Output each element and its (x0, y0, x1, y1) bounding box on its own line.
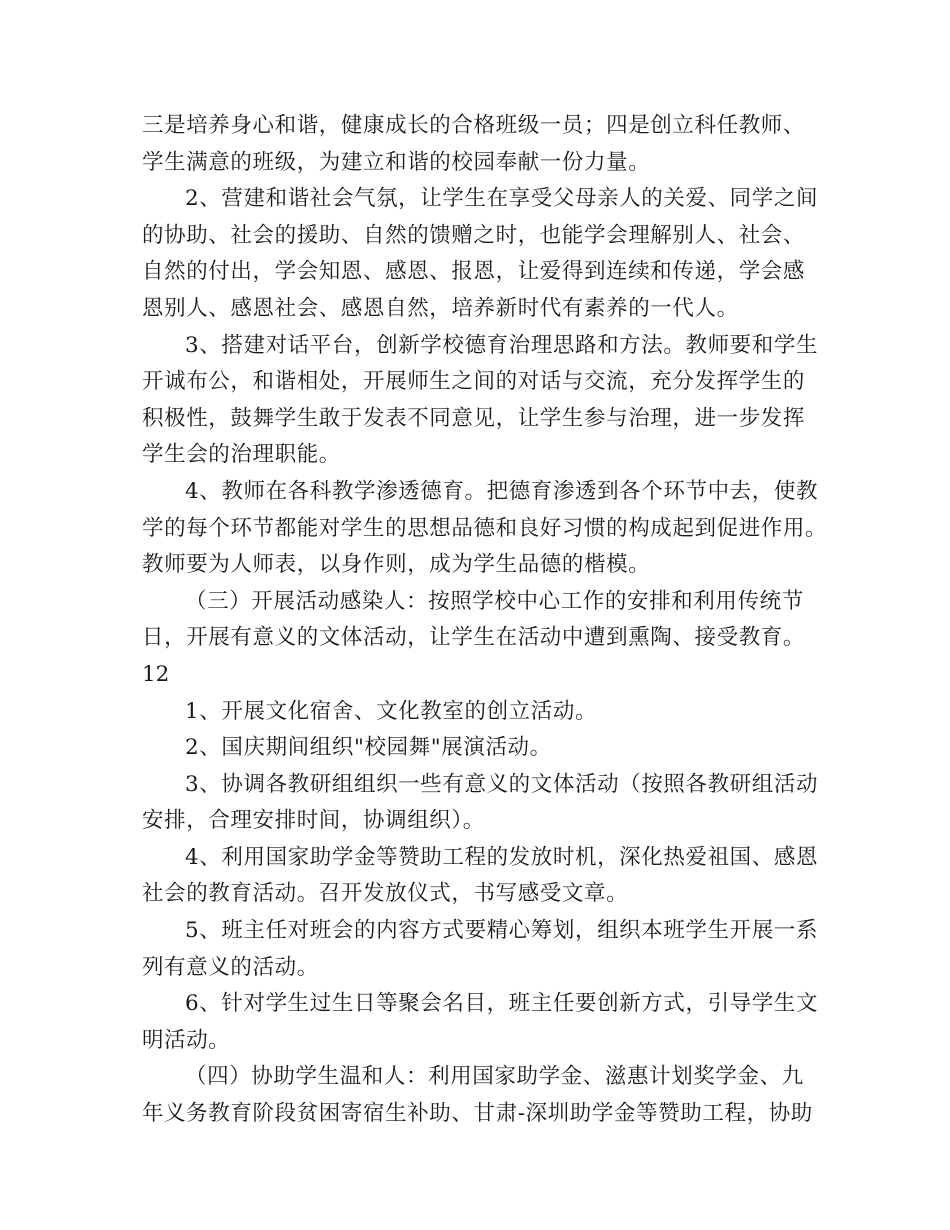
paragraph-start: 1、开展文化宿舍、文化教室的创立活动。 (185, 698, 598, 724)
paragraph-start: 3、搭建对话平台，创新学校德育治理思路和方法。教师要和学生 (185, 332, 819, 358)
page-number: 12 (142, 661, 170, 687)
text-line: 日，开展有意义的文体活动，让学生在活动中遭到熏陶、接受教育。 (142, 625, 806, 651)
text-line: 学的每个环节都能对学生的思想品德和良好习惯的构成起到促进作用。 (142, 515, 828, 541)
text-line: 明活动。 (142, 1027, 231, 1053)
paragraph-start: 5、班主任对班会的内容方式要精心筹划，组织本班学生开展一系 (185, 918, 819, 944)
paragraph-start: 2、营建和谐社会气氛，让学生在享受父母亲人的关爱、同学之间 (185, 186, 819, 212)
document-body (142, 108, 828, 1133)
text-line: 开诚布公，和谐相处，开展师生之间的对话与交流，充分发挥学生的 (142, 369, 806, 395)
text-line: 列有意义的活动。 (142, 954, 319, 980)
paragraph-start: 3、协调各教研组组织一些有意义的文体活动（按照各教研组活动 (185, 771, 819, 797)
section-heading: （三）开展活动感染人：按照学校中心工作的安排和利用传统节 (185, 588, 804, 614)
text-line: 安排，合理安排时间，协调组织）。 (142, 808, 485, 834)
paragraph-start: 4、利用国家助学金等赞助工程的发放时机，深化热爱祖国、感恩 (185, 844, 819, 870)
paragraph-start: 2、国庆期间组织"校园舞"展演活动。 (185, 735, 552, 761)
paragraph-start: 4、教师在各科教学渗透德育。把德育渗透到各个环节中去，使教 (185, 478, 819, 504)
text-line: 三是培养身心和谐，健康成长的合格班级一员；四是创立科任教师、 (142, 113, 806, 138)
text-line: 恩别人、感恩社会、感恩自然，培养新时代有素养的一代人。 (142, 295, 739, 321)
paragraph-start: 6、针对学生过生日等聚会名目，班主任要创新方式，引导学生文 (185, 991, 819, 1017)
text-line: 积极性，鼓舞学生敢于发表不同意见，让学生参与治理，进一步发挥 (142, 405, 806, 431)
text-line: 教师要为人师表，以身作则，成为学生品德的楷模。 (142, 552, 651, 578)
text-line: 社会的教育活动。召开发放仪式，书写感受文章。 (142, 881, 629, 907)
text-line: 的协助、社会的援助、自然的馈赠之时，也能学会理解别人、社会、 (142, 222, 806, 248)
text-line: 年义务教育阶段贫困寄宿生补助、甘肃-深圳助学金等赞助工程，协助 (142, 1101, 813, 1127)
text-line: 学生会的治理职能。 (142, 442, 341, 468)
section-heading: （四）协助学生温和人：利用国家助学金、滋惠计划奖学金、九 (185, 1064, 804, 1090)
text-line: 学生满意的班级，为建立和谐的校园奉献一份力量。 (142, 149, 651, 175)
text-line: 自然的付出，学会知恩、感恩、报恩，让爱得到连续和传递，学会感 (142, 259, 806, 285)
